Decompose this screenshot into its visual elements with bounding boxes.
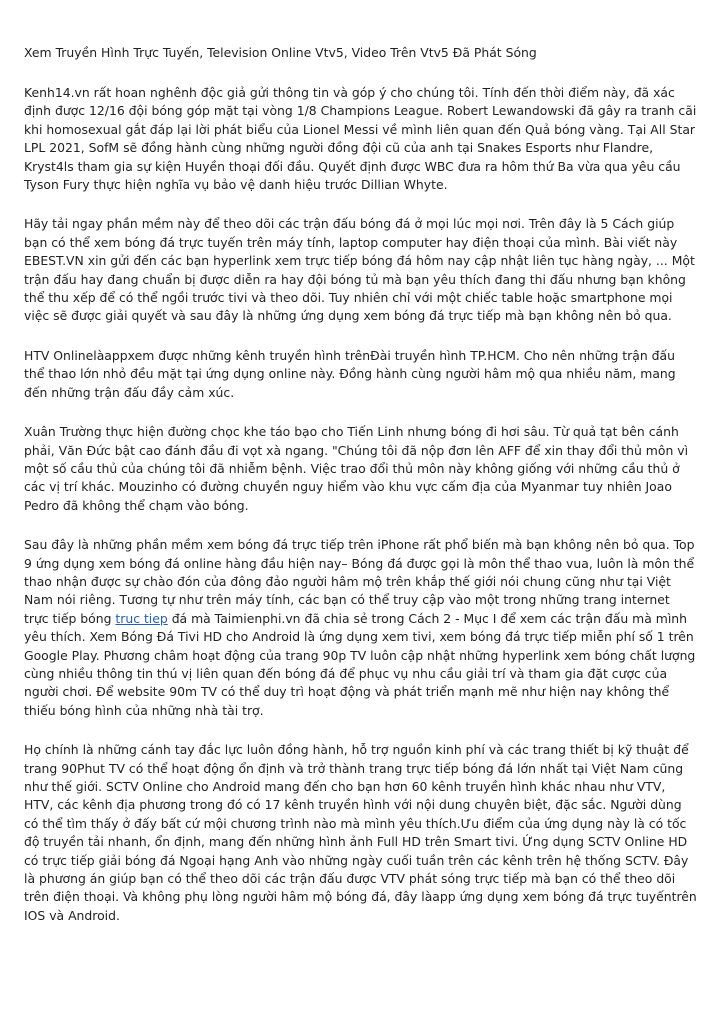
paragraph-sctv-online: Họ chính là những cánh tay đắc lực luôn đồng hành, hỗ trợ nguồn kinh phí và các trang thiết bị kỹ thuật để trang 90Phut TV có thể hoạt động ổn định và trở thành trang trực tiếp bóng đá lớn nhất tại Việt Nam cũng như thế giới. SCTV Online cho Android mang đến cho bạn hơn 60 kênh truyền hình khác nhau như VTV, HTV, các kênh địa phương trong đó có 17 kênh truyền hình với nội dung chuyên biệt, đặc sắc. Người dùng có thể tìm thấy ở đấy bất cứ mội chương trình nào mà mình yêu thích.Ưu điểm của ứng dụng này là có tốc độ truyền tải nhanh, ổn định, mang đến những hình ảnh Full HD trên Smart tivi. Ứng dụng SCTV Online HD có trực tiếp giải bóng đá Ngoại hạng Anh vào những ngày cuối tuần trên các kênh trên hệ thống SCTV. Đây là phương án giúp bạn có thể theo dõi các trận đấu được VTV phát sóng trực tiếp mà bạn có thể theo dõi trên điện thoại. Và không phụ lòng người hâm mộ bóng đá, đây làapp ứng dụng xem bóng đá trực tuyếntrên IOS và Android. bbox=[24, 742, 697, 923]
paragraph-text-after-link: đá mà Taimienphi.vn đã chia sẻ trong Cách 2 - Mục I để xem các trận đấu mà mình yêu thích. Xem Bóng Đá Tivi HD cho Android là ứng dụng xem tivi, xem bóng đá trực tiếp miễn phí số 1 trên Google Play. Phương châm hoạt động của trang 90p TV luôn cập nhật những hyperlink xem bóng chất lượng cùng nhiều thông tin thú vị liên quan đến bóng đá để phục vụ nhu cầu giải trí và tham gia đặt cược của người chơi. Để website 90m TV có thể duy trì hoạt động và phát triển mạnh mẽ như hiện nay không thể thiếu bóng hình của những nhà tài trợ. bbox=[24, 610, 696, 718]
paragraph-match-report: Xuân Trường thực hiện đường chọc khe táo bạo cho Tiến Linh nhưng bóng đi hơi sâu. Từ quả tạt bên cánh phải, Văn Đức bật cao đánh đầu đi vọt xà ngang. "Chúng tôi đã nộp đơn lên AFF để xin thay đổi thủ môn vì một số cầu thủ của chúng tôi đã nhiễm bệnh. Việc trao đổi thủ môn này không giống với những cầu thủ ở các vị trí khác. Mouzinho có đường chuyền nguy hiểm vào khu vực cấm địa của Myanmar tuy nhiên Joao Pedro đã không thể chạm vào bóng. bbox=[24, 424, 689, 513]
paragraph-software: Hãy tải ngay phần mềm này để theo dõi các trận đấu bóng đá ở mọi lúc mọi nơi. Trên đây là 5 Cách giúp bạn có thể xem bóng đá trực tuyến trên máy tính, laptop computer hay điện thoại của mình. Bài viết này EBEST.VN xin gửi đến các bạn hyperlink xem trực tiếp bóng đá hôm nay cập nhật liên tục hàng ngày, ... Một trận đấu hay đang chuẩn bị được diễn ra hay đội bóng tủ mà bạn yêu thích đang thi đấu nhưng bạn không thể thu xếp để có thể ngồi trước tivi và theo dõi. Tuy nhiên chỉ với một chiếc table hoặc smartphone mọi việc sẽ được giải quyết và sau đây là những ứng dụng xem bóng đá trực tiếp mà bạn không nên bỏ qua. bbox=[24, 216, 695, 324]
paragraph-text-before-link: Sau đây là những phần mềm xem bóng đá trực tiếp trên iPhone rất phổ biến mà bạn không nên bỏ qua. Top 9 ứng dụng xem bóng đá online hàng đầu hiện nay– Bóng đá được gọi là môn thể thao vua, luôn là môn thể thao nhận được sự chào đón của đông đảo người hâm mộ trên khắp thế giới nói chung cũng như tại Việt Nam nói riêng. Tương tự như trên máy tính, các bạn có thể truy cập vào một trong những trang internet trực tiếp bóng bbox=[24, 537, 695, 626]
paragraph-kenh14: Kenh14.vn rất hoan nghênh độc giả gửi thông tin và góp ý cho chúng tôi. Tính đến thời điểm này, đã xác định được 12/16 đội bóng góp mặt tại vòng 1/8 Champions League. Robert Lewandowski đã gây ra tranh cãi khi homosexual gắt đáp lại lời phát biểu của Lionel Messi về mình liên quan đến Quả bóng vàng. Tại All Star LPL 2021, SofM sẽ đồng hành cùng những người đồng đội cũ của anh tại Snakes Esports như Flandre, Kryst4ls tham gia sự kiện Huyền thoại đối đầu. Quyết định được WBC đưa ra hôm thứ Ba vừa qua yêu cầu Tyson Fury thực hiện nghĩa vụ bảo vệ danh hiệu trước Dillian Whyte. bbox=[24, 85, 697, 193]
document-page bbox=[24, 44, 698, 946]
document-title: Xem Truyền Hình Trực Tuyến, Television Online Vtv5, Video Trên Vtv5 Đã Phát Sóng bbox=[24, 45, 537, 60]
paragraph-iphone-apps bbox=[24, 536, 698, 720]
paragraph-htv-online: HTV Onlinelàappxem được những kênh truyền hình trênĐài truyền hình TP.HCM. Cho nên những trận đấu thể thao lớn nhỏ đều mặt tại ứng dụng online này. Đồng hành cùng người hâm mộ qua nhiều năm, mang đến những trận đấu đầy cảm xúc. bbox=[24, 347, 676, 400]
truc-tiep-link[interactable]: truc tiep bbox=[115, 610, 168, 626]
